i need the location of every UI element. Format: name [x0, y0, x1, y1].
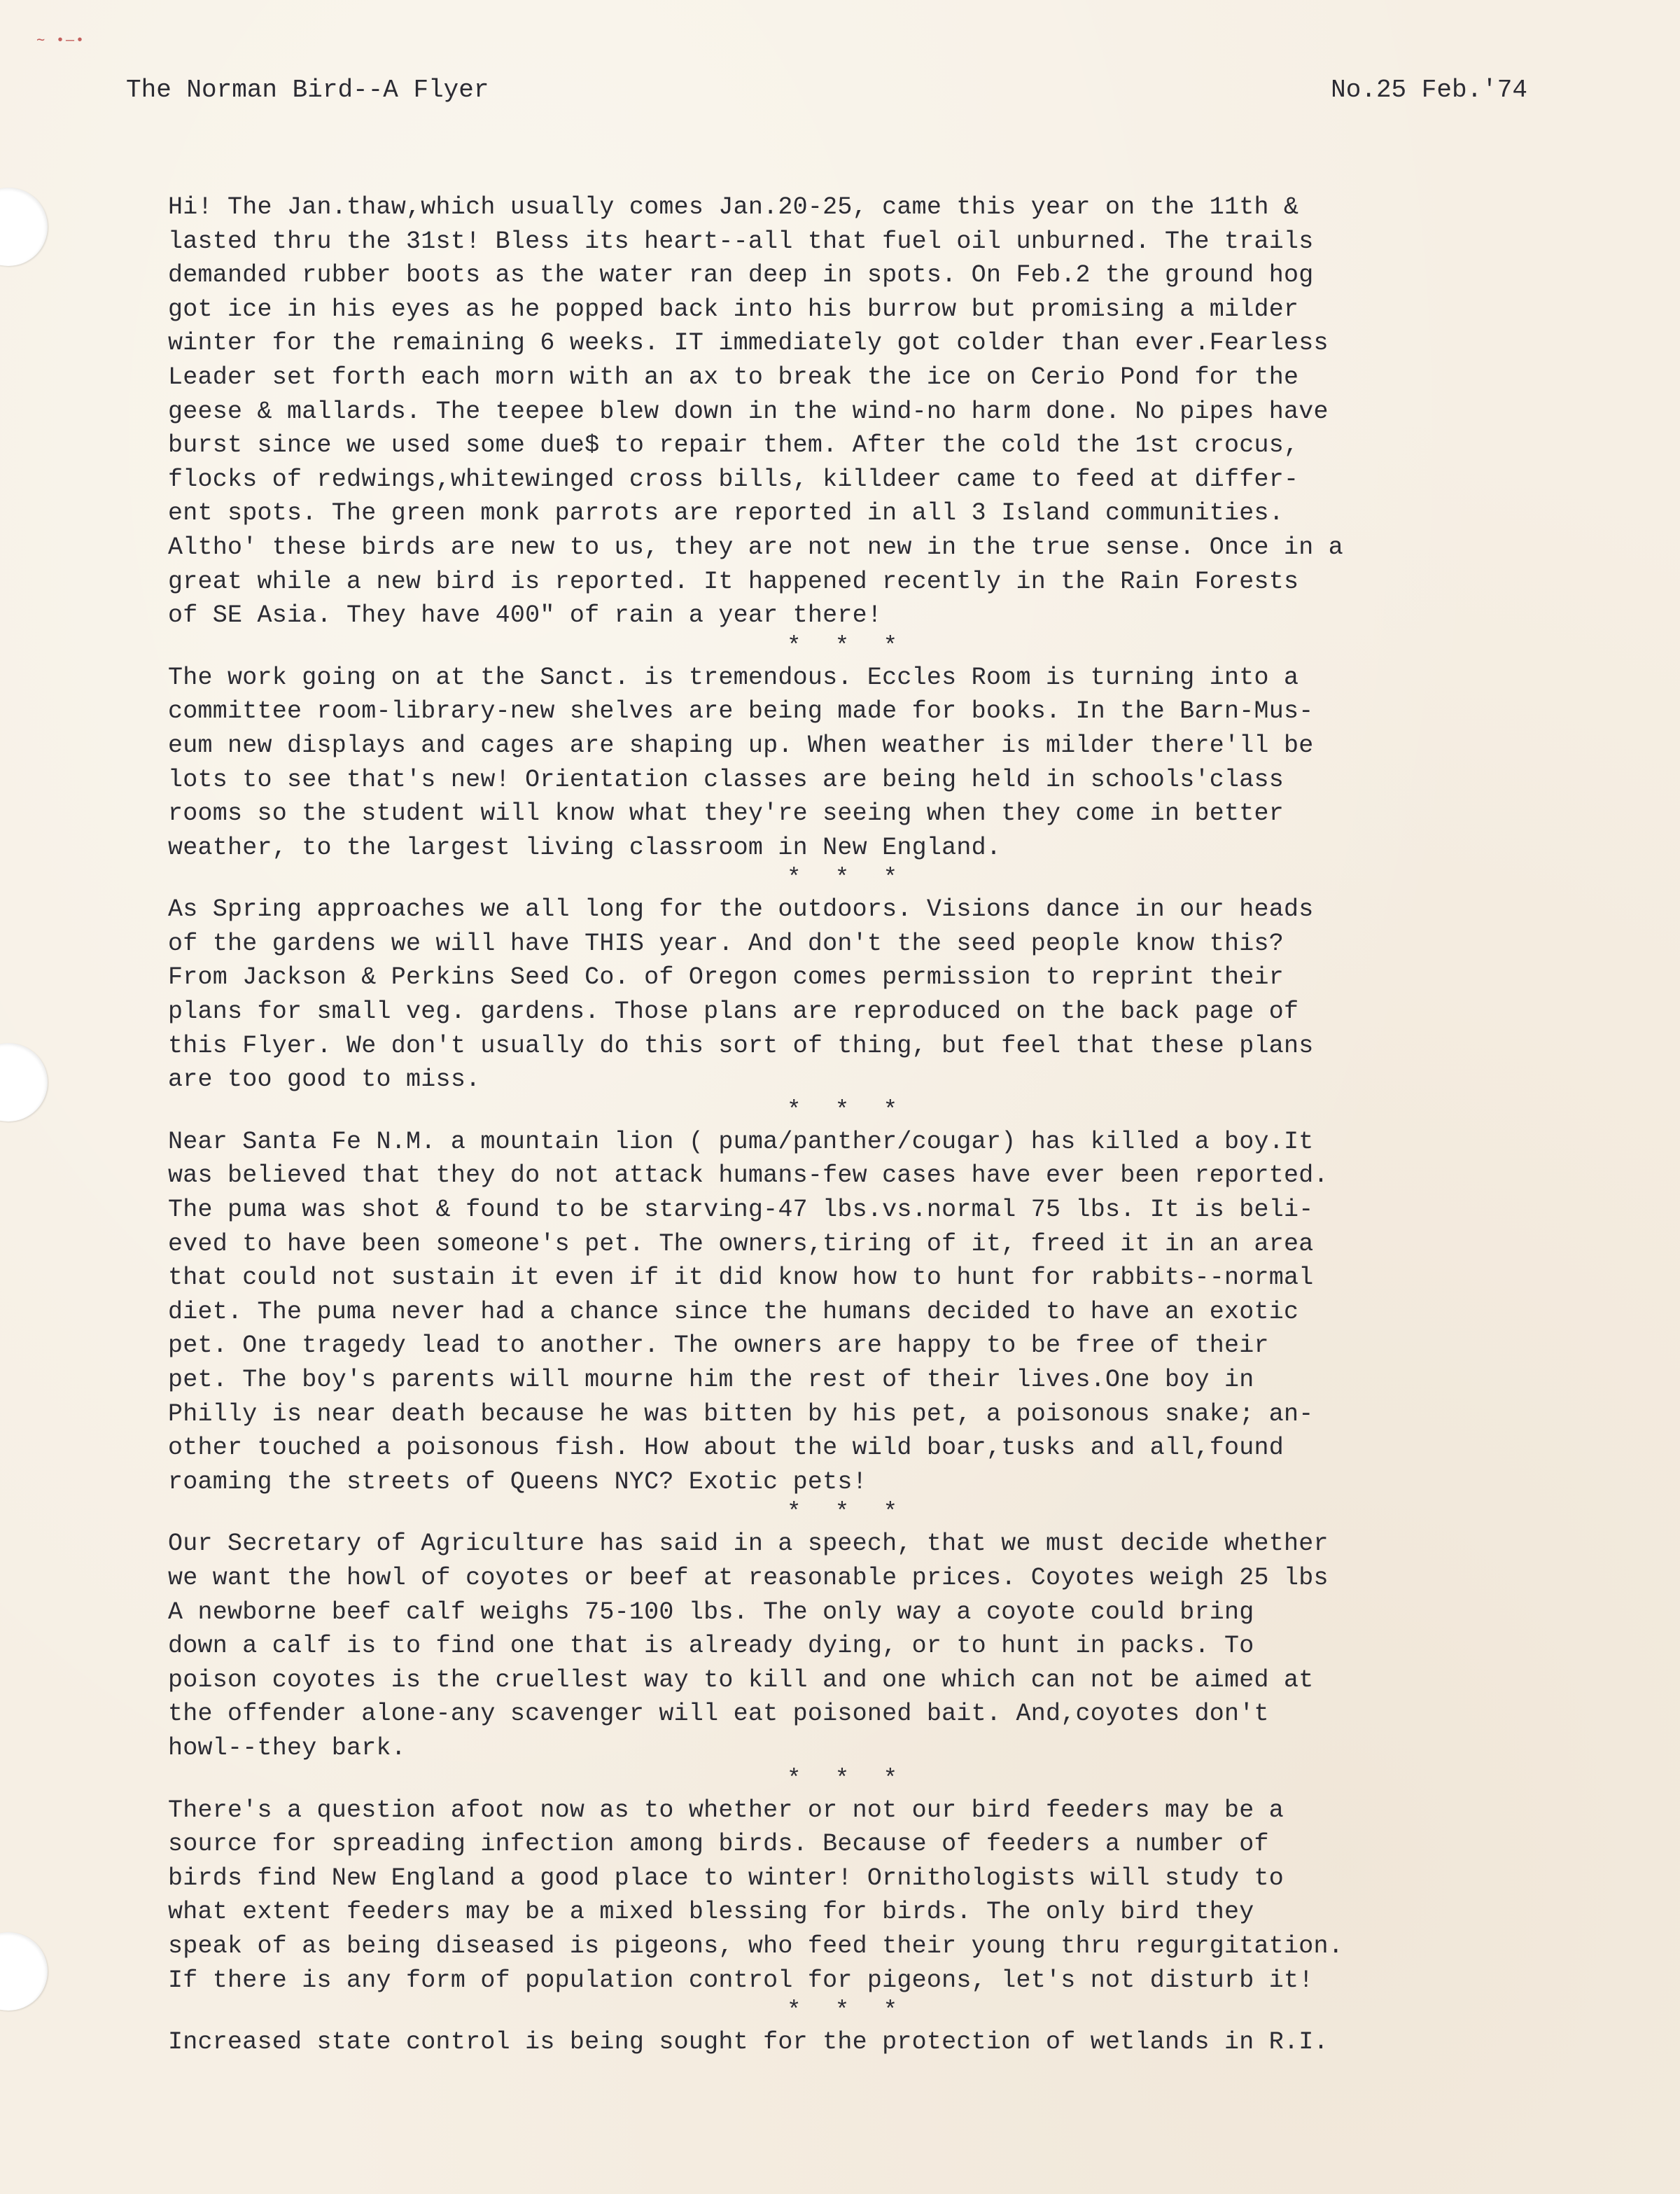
section-separator: * * *	[786, 1500, 908, 1527]
corner-ink-mark: ∼ •—•	[36, 33, 86, 49]
paragraph-jan-thaw: Hi! The Jan.thaw,which usually comes Jan.20-25, came this year on the 11th & lasted thru the 31st! Bless its heart--all that fuel oil unburned. The trails demanded rubber boots as the water ran deep in spots. On Feb.2 the ground hog got ice in his eyes as he popped back into his burrow but promising a milder winter for the remaining 6 weeks. IT immediately got colder than ever.Fearless Leader set forth each morn with an ax to break the ice on Cerio Pond for the geese & mallards. The teepee blew down in the wind-no harm done. No pipes have burst since we used some due$ to repair them. After the cold the 1st crocus, flocks of redwings,whitewinged cross bills, killdeer came to feed at differ- ent spots. The green monk parrots are reported in all 3 Island communities. Altho' these birds are new to us, they are not new in the true sense. Once in a great while a new bird is reported. It happened recently in the Rain Forests of SE Asia. They have 400" of rain a year there!	[168, 193, 1344, 630]
newsletter-title: The Norman Bird--A Flyer	[126, 76, 489, 104]
section-separator: * * *	[786, 633, 908, 660]
section-separator: * * *	[786, 1097, 908, 1124]
paragraph-bird-feeders: There's a question afoot now as to whether or not our bird feeders may be a source for spreading infection among birds. Because of feeders a number of birds find New England a good place to winter! Ornithologists will study to what extent feeders may be a mixed blessing for birds. The only bird they speak of as being diseased is pigeons, who feed their young thru regurgitation. If there is any form of population control for pigeons, let's not disturb it!	[168, 1796, 1344, 1994]
newsletter-header	[126, 73, 1527, 108]
paragraph-wetlands: Increased state control is being sought for the protection of wetlands in R.I.	[168, 2028, 1329, 2057]
article-body	[168, 190, 1526, 2060]
issue-number-date: No.25 Feb.'74	[1331, 76, 1527, 104]
paragraph-sanctuary-work: The work going on at the Sanct. is tremendous. Eccles Room is turning into a committee room-library-new shelves are being made for books. In the Barn-Mus- eum new displays and cages are shaping up. When weather is milder there'll be lots to see that's new! Orientation classes are being held in schools'class rooms so the student will know what they're seeing when they come in better weather, to the largest living classroom in New England.	[168, 663, 1314, 862]
punch-hole-top	[0, 188, 48, 266]
section-separator: * * *	[786, 1998, 908, 2025]
punch-hole-bottom	[0, 1932, 48, 2011]
section-separator: * * *	[786, 865, 908, 893]
punch-hole-middle	[0, 1043, 48, 1122]
paragraph-spring-gardens: As Spring approaches we all long for the outdoors. Visions dance in our heads of the gardens we will have THIS year. And don't the seed people know this? From Jackson & Perkins Seed Co. of Oregon comes permission to reprint their plans for small veg. gardens. Those plans are reproduced on the back page of this Flyer. We don't usually do this sort of thing, but feel that these plans are too good to miss.	[168, 895, 1314, 1094]
paragraph-coyotes: Our Secretary of Agriculture has said in a speech, that we must decide whether we want the howl of coyotes or beef at reasonable prices. Coyotes weigh 25 lbs A newborne beef calf weighs 75-100 lbs. The only way a coyote could bring down a calf is to find one that is already dying, or to hunt in packs. To poison coyotes is the cruellest way to kill and one which can not be aimed at the offender alone-any scavenger will eat poisoned bait. And,coyotes don't howl--they bark.	[168, 1530, 1329, 1762]
section-separator: * * *	[786, 1766, 908, 1793]
paragraph-mountain-lion: Near Santa Fe N.M. a mountain lion ( puma/panther/cougar) has killed a boy.It was believed that they do not attack humans-few cases have ever been reported. The puma was shot & found to be starving-47 lbs.vs.normal 75 lbs. It is beli- eved to have been someone's pet. The owners,tiring of it, freed it in an area that could not sustain it even if it did know how to hunt for rabbits--normal diet. The puma never had a chance since the humans decided to have an exotic pet. One tragedy lead to another. The owners are happy to be free of their pet. The boy's parents will mourne him the rest of their lives.One boy in Philly is near death because he was bitten by his pet, a poisonous snake; an- other touched a poisonous fish. How about the wild boar,tusks and all,found roaming the streets of Queens NYC? Exotic pets!	[168, 1127, 1329, 1496]
